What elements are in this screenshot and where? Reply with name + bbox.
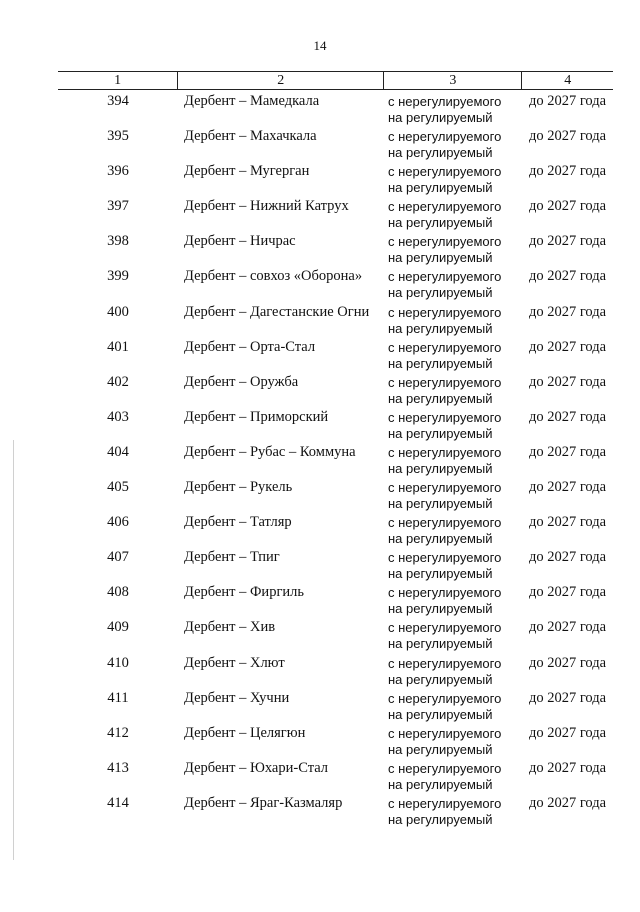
regulation-to: на регулируемый (388, 425, 493, 441)
deadline: до 2027 года (528, 549, 607, 566)
deadline: до 2027 года (528, 338, 607, 355)
regulation-from: с нерегулируемого (388, 480, 502, 496)
regulation-change (384, 583, 522, 618)
regulation-from: с нерегулируемого (388, 234, 502, 250)
regulation-from: с нерегулируемого (388, 690, 502, 706)
deadline: до 2027 года (528, 654, 607, 671)
row-number: 408 (107, 584, 129, 601)
table-row (58, 618, 613, 653)
deadline: до 2027 года (528, 443, 607, 460)
deadline: до 2027 года (528, 479, 607, 496)
table-row (58, 267, 613, 302)
column-header-2: 2 (177, 72, 383, 89)
route-name: Дербент – Мамедкала (184, 93, 320, 109)
regulation-from: с нерегулируемого (388, 515, 502, 531)
routes-table (58, 71, 613, 829)
row-number: 397 (107, 198, 129, 215)
table-row (58, 127, 613, 162)
regulation-change (384, 759, 522, 794)
regulation-to: на регулируемый (388, 601, 493, 617)
deadline: до 2027 года (528, 198, 607, 215)
table-row (58, 197, 613, 232)
regulation-change (384, 197, 522, 232)
deadline: до 2027 года (528, 163, 607, 180)
regulation-to: на регулируемый (388, 496, 493, 512)
route-name: Дербент – Дагестанские Огни (184, 303, 370, 320)
regulation-from: с нерегулируемого (388, 795, 502, 811)
deadline: до 2027 года (528, 93, 607, 109)
row-number: 414 (107, 794, 129, 811)
regulation-to: на регулируемый (388, 741, 493, 757)
row-number: 410 (107, 654, 129, 671)
route-name: Дербент – Приморский (184, 408, 329, 425)
regulation-change (384, 478, 522, 513)
regulation-change (384, 162, 522, 197)
row-number: 401 (107, 338, 129, 355)
row-number: 399 (107, 268, 129, 285)
route-name: Дербент – Фиргиль (184, 584, 304, 601)
table-row (58, 303, 613, 338)
table-row (58, 92, 613, 127)
deadline: до 2027 года (528, 303, 607, 320)
deadline: до 2027 года (528, 128, 607, 145)
regulation-from: с нерегулируемого (388, 304, 502, 320)
regulation-from: с нерегулируемого (388, 374, 502, 390)
table-row (58, 232, 613, 267)
route-name: Дербент – Орта-Стал (184, 338, 316, 355)
regulation-from: с нерегулируемого (388, 725, 502, 741)
regulation-from: с нерегулируемого (388, 199, 502, 215)
regulation-change (384, 548, 522, 583)
regulation-change (384, 303, 522, 338)
route-name: Дербент – Рубас – Коммуна (184, 443, 356, 460)
regulation-to: на регулируемый (388, 776, 493, 792)
regulation-from: с нерегулируемого (388, 94, 502, 109)
deadline: до 2027 года (528, 268, 607, 285)
deadline: до 2027 года (528, 584, 607, 601)
route-name: Дербент – Махачкала (184, 128, 317, 145)
row-number: 404 (107, 443, 129, 460)
route-name: Дербент – Тпиг (184, 549, 280, 566)
deadline: до 2027 года (528, 373, 607, 390)
row-number: 403 (107, 408, 129, 425)
row-number: 402 (107, 373, 129, 390)
regulation-to: на регулируемый (388, 390, 493, 406)
regulation-to: на регулируемый (388, 531, 493, 547)
table-row (58, 478, 613, 513)
regulation-to: на регулируемый (388, 145, 493, 161)
regulation-change (384, 127, 522, 162)
route-name: Дербент – Нижний Катрух (184, 198, 349, 215)
deadline: до 2027 года (528, 408, 607, 425)
regulation-to: на регулируемый (388, 110, 493, 125)
column-header-1: 1 (114, 73, 122, 88)
regulation-change (384, 654, 522, 689)
regulation-to: на регулируемый (388, 566, 493, 582)
regulation-change (384, 794, 522, 829)
row-number: 409 (107, 619, 129, 636)
table-row (58, 408, 613, 443)
column-header-3: 3 (383, 72, 521, 89)
row-number: 412 (107, 724, 129, 741)
row-number: 394 (107, 93, 129, 109)
deadline: до 2027 года (528, 514, 607, 531)
deadline: до 2027 года (528, 724, 607, 741)
table-row (58, 443, 613, 478)
table-row (58, 583, 613, 618)
table-row (58, 794, 613, 829)
regulation-to: на регулируемый (388, 320, 493, 336)
route-name: Дербент – Хучни (184, 689, 290, 706)
route-name: Дербент – Рукель (184, 479, 293, 496)
deadline: до 2027 года (528, 233, 607, 250)
row-number: 411 (107, 689, 129, 706)
regulation-change (384, 338, 522, 373)
deadline: до 2027 года (528, 689, 607, 706)
route-name: Дербент – Оружба (184, 373, 299, 390)
row-number: 396 (107, 163, 129, 180)
regulation-change (384, 618, 522, 653)
deadline: до 2027 года (528, 759, 607, 776)
table-row (58, 513, 613, 548)
regulation-to: на регулируемый (388, 285, 493, 301)
regulation-to: на регулируемый (388, 636, 493, 652)
row-number: 395 (107, 128, 129, 145)
row-number: 413 (107, 759, 129, 776)
table-row (58, 338, 613, 373)
table-body (58, 92, 613, 829)
table-row (58, 759, 613, 794)
row-number: 407 (107, 549, 129, 566)
regulation-from: с нерегулируемого (388, 409, 502, 425)
route-name: Дербент – Ничрас (184, 233, 296, 250)
regulation-to: на регулируемый (388, 460, 493, 476)
regulation-from: с нерегулируемого (388, 129, 502, 145)
table-row (58, 162, 613, 197)
regulation-from: с нерегулируемого (388, 164, 502, 180)
regulation-from: с нерегулируемого (388, 760, 502, 776)
regulation-from: с нерегулируемого (388, 339, 502, 355)
route-name: Дербент – Яраг-Казмаляр (184, 794, 343, 811)
regulation-to: на регулируемый (388, 250, 493, 266)
regulation-change (384, 443, 522, 478)
row-number: 405 (107, 479, 129, 496)
regulation-to: на регулируемый (388, 355, 493, 371)
regulation-to: на регулируемый (388, 811, 493, 827)
route-name: Дербент – Мугерган (184, 163, 310, 180)
route-name: Дербент – Татляр (184, 514, 292, 531)
deadline: до 2027 года (528, 794, 607, 811)
regulation-to: на регулируемый (388, 671, 493, 687)
table-header-row (58, 71, 613, 90)
regulation-change (384, 689, 522, 724)
regulation-change (384, 267, 522, 302)
table-row (58, 689, 613, 724)
regulation-to: на регулируемый (388, 180, 493, 196)
regulation-from: с нерегулируемого (388, 585, 502, 601)
regulation-change (384, 92, 522, 127)
regulation-to: на регулируемый (388, 215, 493, 231)
regulation-from: с нерегулируемого (388, 620, 502, 636)
regulation-from: с нерегулируемого (388, 269, 502, 285)
regulation-change (384, 408, 522, 443)
table-row (58, 654, 613, 689)
table-row (58, 724, 613, 759)
route-name: Дербент – Целягюн (184, 724, 306, 741)
regulation-change (384, 232, 522, 267)
row-number: 406 (107, 514, 129, 531)
route-name: Дербент – Хлют (184, 654, 285, 671)
regulation-from: с нерегулируемого (388, 655, 502, 671)
page-number: 14 (313, 38, 327, 53)
table-row (58, 373, 613, 408)
route-name: Дербент – совхоз «Оборона» (184, 268, 363, 285)
row-number: 398 (107, 233, 129, 250)
scan-margin-line (13, 440, 14, 860)
deadline: до 2027 года (528, 619, 607, 636)
table-row (58, 548, 613, 583)
route-name: Дербент – Хив (184, 619, 276, 636)
regulation-change (384, 373, 522, 408)
regulation-change (384, 724, 522, 759)
regulation-change (384, 513, 522, 548)
regulation-from: с нерегулируемого (388, 444, 502, 460)
regulation-from: с нерегулируемого (388, 550, 502, 566)
column-header-4: 4 (521, 72, 613, 89)
route-name: Дербент – Юхари-Стал (184, 759, 329, 776)
regulation-to: на регулируемый (388, 706, 493, 722)
row-number: 400 (107, 303, 129, 320)
